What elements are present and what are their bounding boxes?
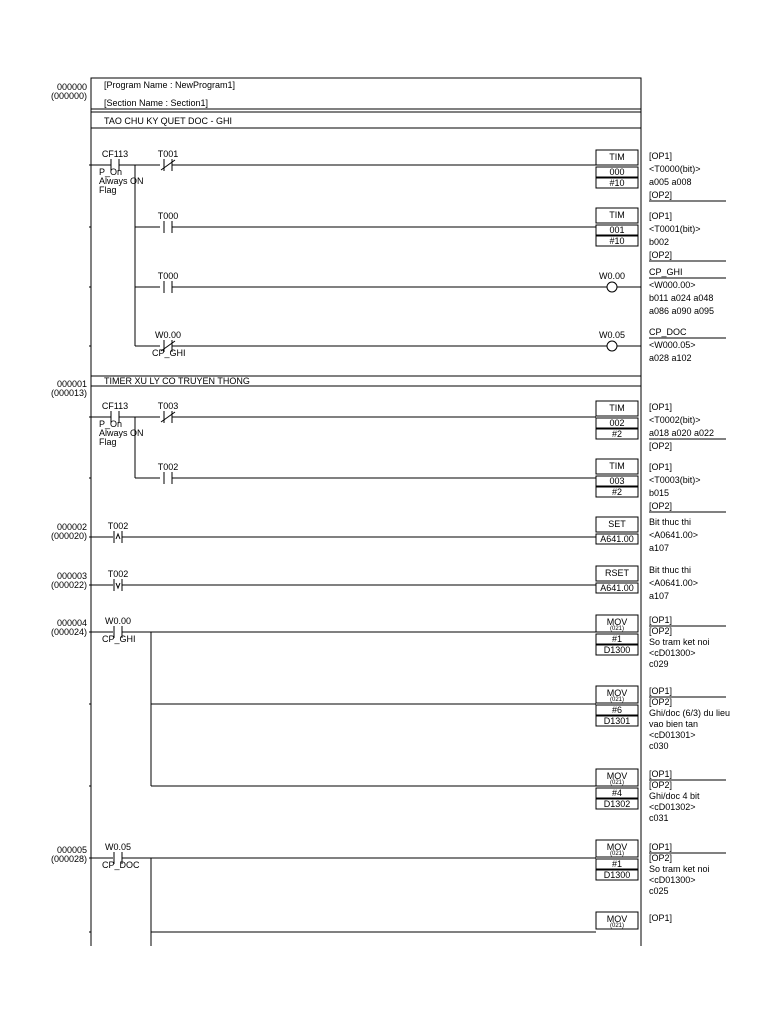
contact-comment: Always ON	[99, 176, 144, 186]
contact-w000-10	[102, 616, 136, 644]
operand-comment: [OP2]	[649, 697, 673, 707]
operand-comment-block	[649, 462, 726, 512]
step-address: (000000)	[50, 91, 87, 101]
operand-comment: b015	[649, 488, 670, 498]
operand-comment-block	[649, 913, 672, 923]
operand-comment: <W000.05>	[649, 340, 696, 350]
operand-comment: a107	[649, 543, 670, 553]
operand-comment-block	[649, 151, 726, 201]
contact-comment: Always ON	[99, 428, 144, 438]
instruction-mov-10	[596, 912, 638, 929]
operand-comment-block	[649, 769, 726, 823]
instruction-operand: #4	[611, 788, 623, 798]
step-address: (000013)	[50, 388, 87, 398]
instruction-mov-6	[596, 615, 638, 655]
instruction-code: (021)	[609, 697, 625, 703]
contact-comment: P_On	[99, 167, 123, 177]
instruction-operand: D1301	[603, 716, 631, 726]
instruction-code: (021)	[609, 780, 625, 786]
operand-comment: <cD01300>	[649, 648, 696, 658]
operand-comment: <A0641.00>	[649, 530, 699, 540]
operand-comment: [OP2]	[649, 501, 673, 511]
instruction-name: TIM	[609, 210, 625, 220]
operand-comment-block	[649, 327, 726, 363]
operand-comment: [OP2]	[649, 441, 673, 451]
instruction-name: MOV	[606, 771, 628, 781]
operand-comment-block	[649, 402, 726, 451]
instruction-operand: #2	[611, 429, 623, 439]
contact-label: T002	[157, 462, 179, 472]
operand-comment: [OP2]	[649, 780, 673, 790]
contact-comment: CP_DOC	[102, 860, 140, 870]
contact-label: W0.00	[104, 616, 132, 626]
operand-comment: Ghi/doc 4 bit	[649, 791, 700, 801]
operand-comment: [OP2]	[649, 190, 673, 200]
instruction-operand: #6	[611, 705, 623, 715]
contact-cf113-0	[99, 149, 144, 195]
contact-t002-8	[108, 521, 129, 543]
coil-circle	[607, 341, 617, 351]
operand-comment: <W000.00>	[649, 280, 696, 290]
operand-comment: CP_GHI	[649, 267, 683, 277]
instruction-code: (021)	[609, 923, 625, 929]
operand-comment: <T0000(bit)>	[649, 164, 701, 174]
step-address: (000020)	[50, 531, 87, 541]
operand-comment: vao bien tan	[649, 719, 699, 729]
instruction-operand: #1	[611, 634, 623, 644]
step-address: (000024)	[50, 627, 87, 637]
operand-comment: [OP1]	[649, 615, 673, 625]
operand-comment: <cD01301>	[649, 730, 696, 740]
instruction-operand: A641.00	[600, 534, 634, 544]
rung-comment-1: TAO CHU KY QUET DOC - GHI	[104, 116, 233, 126]
operand-comment: [OP2]	[649, 853, 673, 863]
operand-comment: c029	[649, 659, 669, 669]
coil-w005	[599, 330, 625, 351]
operand-comment: a018 a020 a022	[649, 428, 715, 438]
contact-label: CF113	[101, 149, 129, 159]
operand-comment: c025	[649, 886, 669, 896]
step-number: 000002	[56, 522, 87, 532]
contact-cf113-5	[99, 401, 144, 447]
operand-comment: <T0001(bit)>	[649, 224, 701, 234]
instruction-name: MOV	[606, 688, 628, 698]
contact-comment: P_On	[99, 419, 123, 429]
instruction-name: MOV	[606, 842, 628, 852]
rung-comment-2: TIMER XU LY CO TRUYEN THONG	[104, 376, 250, 386]
operand-comment: c030	[649, 741, 669, 751]
instruction-operand: #10	[609, 178, 625, 188]
operand-comment-block	[649, 686, 730, 751]
operand-comment: [OP1]	[649, 842, 673, 852]
operand-comment: b002	[649, 237, 670, 247]
instruction-operand: 002	[609, 418, 625, 428]
contact-label: W0.00	[154, 330, 182, 340]
step-number: 000000	[56, 82, 87, 92]
operand-comment: Ghi/doc (6/3) du lieu	[649, 708, 731, 718]
operand-comment: a005 a008	[649, 177, 692, 187]
instruction-name: MOV	[606, 914, 628, 924]
program-name: [Program Name : NewProgram1]	[104, 80, 236, 90]
operand-comment: [OP1]	[649, 686, 673, 696]
instruction-name: SET	[608, 519, 626, 529]
instruction-tim-0	[596, 150, 638, 188]
instruction-mov-9	[596, 840, 638, 880]
operand-comment: [OP1]	[649, 211, 673, 221]
instruction-operand: D1300	[603, 870, 631, 880]
contact-t001-1	[158, 149, 179, 171]
operand-comment-block	[649, 842, 726, 896]
instruction-mov-7	[596, 686, 638, 726]
instruction-operand: 003	[609, 476, 625, 486]
instruction-operand: #10	[609, 236, 625, 246]
step-number: 000005	[56, 845, 87, 855]
operand-comment-block	[649, 615, 726, 669]
contact-comment: CP_GHI	[152, 348, 186, 358]
operand-comment: a028 a102	[649, 353, 692, 363]
operand-comment: <A0641.00>	[649, 578, 699, 588]
operand-comment: <T0002(bit)>	[649, 415, 701, 425]
operand-comment: [OP1]	[649, 769, 673, 779]
contact-down-arrow	[116, 583, 120, 588]
operand-comment: b011 a024 a048	[649, 293, 714, 303]
operand-comment: c031	[649, 813, 669, 823]
section-name: [Section Name : Section1]	[104, 98, 209, 108]
operand-comment-block	[649, 267, 726, 316]
instruction-code: (021)	[609, 626, 625, 632]
step-address: (000028)	[50, 854, 87, 864]
instruction-operand: 001	[609, 225, 625, 235]
instruction-rset-5	[596, 566, 638, 593]
instruction-set-4	[596, 517, 638, 544]
step-number: 000003	[56, 571, 87, 581]
step-address: (000022)	[50, 580, 87, 590]
operand-comment: [OP1]	[649, 402, 673, 412]
contact-t003-6	[158, 401, 179, 423]
contact-label: T002	[107, 569, 129, 579]
operand-comment: Bit thuc thi	[649, 565, 692, 575]
instruction-operand: D1300	[603, 645, 631, 655]
instruction-code: (021)	[609, 851, 625, 857]
contact-label: T003	[157, 401, 179, 411]
instruction-name: TIM	[609, 461, 625, 471]
operand-comment: <cD01300>	[649, 875, 696, 885]
contact-t000-2	[158, 211, 179, 233]
operand-comment: [OP1]	[649, 151, 673, 161]
contact-t000-3	[158, 271, 179, 293]
operand-comment: a086 a090 a095	[649, 306, 715, 316]
step-number: 000004	[56, 618, 87, 628]
instruction-mov-8	[596, 769, 638, 809]
contact-t002-7	[158, 462, 179, 484]
contact-label: T000	[157, 211, 179, 221]
instruction-operand: A641.00	[600, 583, 634, 593]
contact-w005-11	[102, 842, 140, 870]
operand-comment-block	[649, 565, 698, 601]
contact-comment: Flag	[99, 437, 117, 447]
operand-comment: [OP2]	[649, 250, 673, 260]
operand-comment: CP_DOC	[649, 327, 687, 337]
operand-comment-block	[649, 211, 726, 261]
coil-label: W0.05	[598, 330, 626, 340]
instruction-tim-1	[596, 208, 638, 246]
operand-comment: <T0003(bit)>	[649, 475, 701, 485]
instruction-name: RSET	[604, 568, 630, 578]
contact-label: W0.05	[104, 842, 132, 852]
operand-comment: a107	[649, 591, 670, 601]
contact-label: T000	[157, 271, 179, 281]
coil-w000	[599, 271, 625, 292]
operand-comment: [OP1]	[649, 913, 673, 923]
instruction-operand: D1302	[603, 799, 631, 809]
operand-comment: [OP2]	[649, 626, 673, 636]
contact-label: T002	[107, 521, 129, 531]
instruction-name: TIM	[609, 152, 625, 162]
coil-circle	[607, 282, 617, 292]
instruction-operand: 000	[609, 167, 625, 177]
contact-up-arrow	[116, 534, 120, 539]
instruction-operand: #2	[611, 487, 623, 497]
operand-comment: Bit thuc thi	[649, 517, 692, 527]
contact-t002-9	[108, 569, 129, 591]
operand-comment: So tram ket noi	[649, 637, 710, 647]
contact-w000-4	[152, 330, 186, 358]
step-number: 000001	[56, 379, 87, 389]
contact-label: T001	[157, 149, 179, 159]
operand-comment: [OP1]	[649, 462, 673, 472]
instruction-operand: #1	[611, 859, 623, 869]
instruction-tim-3	[596, 459, 638, 497]
operand-comment: <cD01302>	[649, 802, 696, 812]
operand-comment-block	[649, 517, 698, 553]
instruction-name: TIM	[609, 403, 625, 413]
contact-label: CF113	[101, 401, 129, 411]
instruction-tim-2	[596, 401, 638, 439]
contact-comment: CP_GHI	[102, 634, 136, 644]
coil-label: W0.00	[598, 271, 626, 281]
instruction-name: MOV	[606, 617, 628, 627]
contact-comment: Flag	[99, 185, 117, 195]
operand-comment: So tram ket noi	[649, 864, 710, 874]
